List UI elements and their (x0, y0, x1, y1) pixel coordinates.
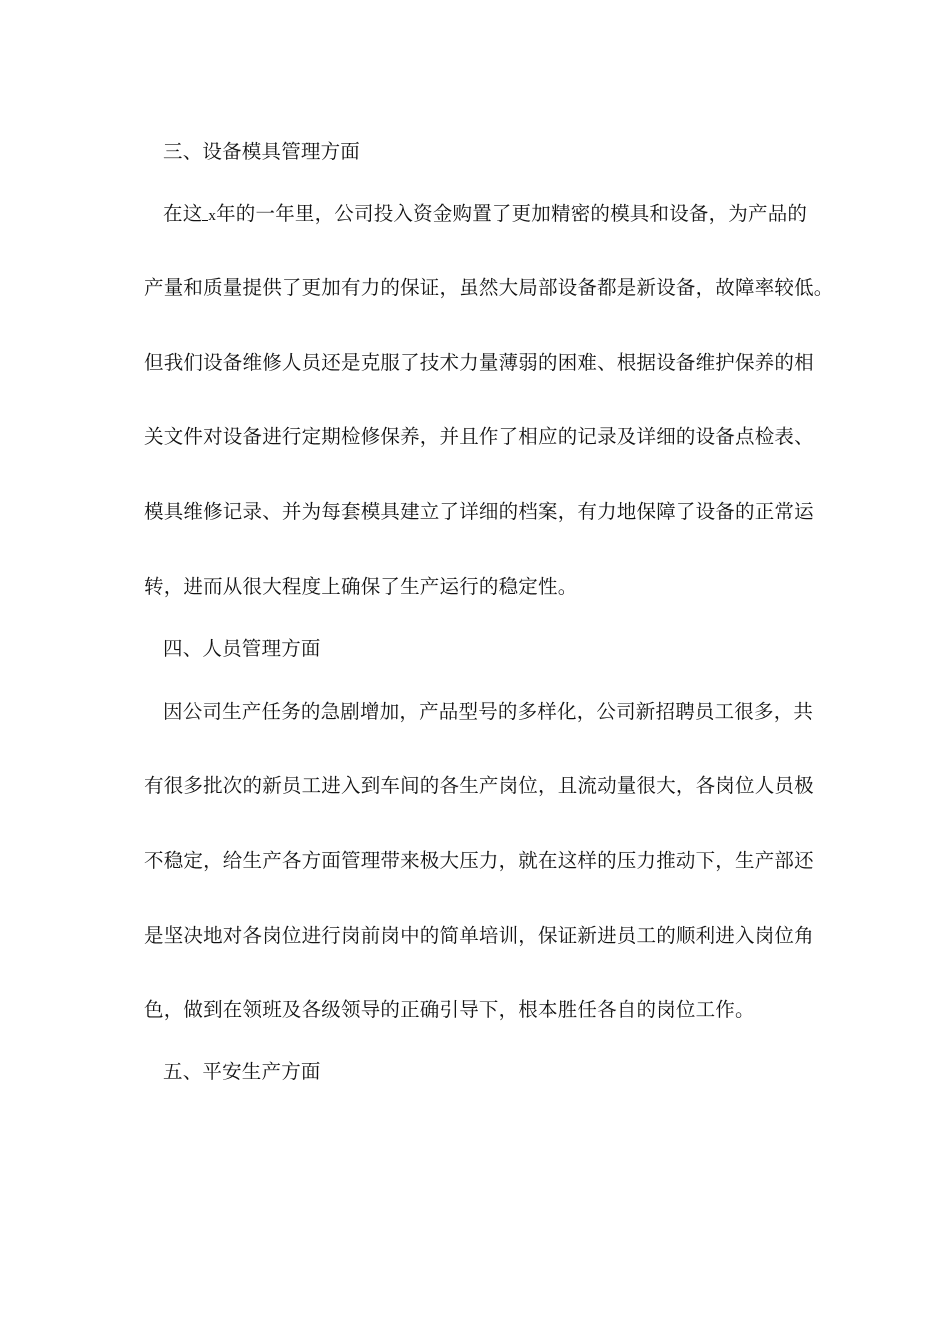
year-placeholder: x (208, 208, 217, 224)
paragraph-line: 有很多批次的新员工进入到车间的各生产岗位，且流动量很大，各岗位人员极 (144, 774, 814, 797)
paragraph-line: 转，进而从很大程度上确保了生产运行的稳定性。 (144, 575, 578, 598)
paragraph-line: 是坚决地对各岗位进行岗前岗中的简单培训，保证新进员工的顺利进入岗位角 (144, 924, 814, 947)
paragraph-text: 在这 (163, 202, 203, 225)
paragraph-line: 但我们设备维修人员还是克服了技术力量薄弱的困难、根据设备维护保养的相 (144, 351, 814, 374)
paragraph-line: 产量和质量提供了更加有力的保证，虽然大局部设备都是新设备，故障率较低。 (144, 276, 834, 299)
paragraph-line: 模具维修记录、并为每套模具建立了详细的档案，有力地保障了设备的正常运 (144, 500, 814, 523)
paragraph-line: 关文件对设备进行定期检修保养，并且作了相应的记录及详细的设备点检表、 (144, 425, 814, 448)
section-heading-personnel: 四、人员管理方面 (163, 637, 321, 660)
paragraph-line (163, 201, 833, 229)
paragraph-line: 因公司生产任务的急剧增加，产品型号的多样化，公司新招聘员工很多，共 (163, 700, 814, 723)
paragraph-line: 不稳定，给生产各方面管理带来极大压力，就在这样的压力推动下，生产部还 (144, 849, 814, 872)
section-heading-equipment-molds: 三、设备模具管理方面 (163, 140, 361, 163)
paragraph-text: 年的一年里，公司投入资金购置了更加精密的模具和设备，为产品的 (216, 202, 808, 225)
section-heading-safe-production: 五、平安生产方面 (163, 1060, 321, 1083)
paragraph-line: 色，做到在领班及各级领导的正确引导下，根本胜任各自的岗位工作。 (144, 998, 755, 1021)
